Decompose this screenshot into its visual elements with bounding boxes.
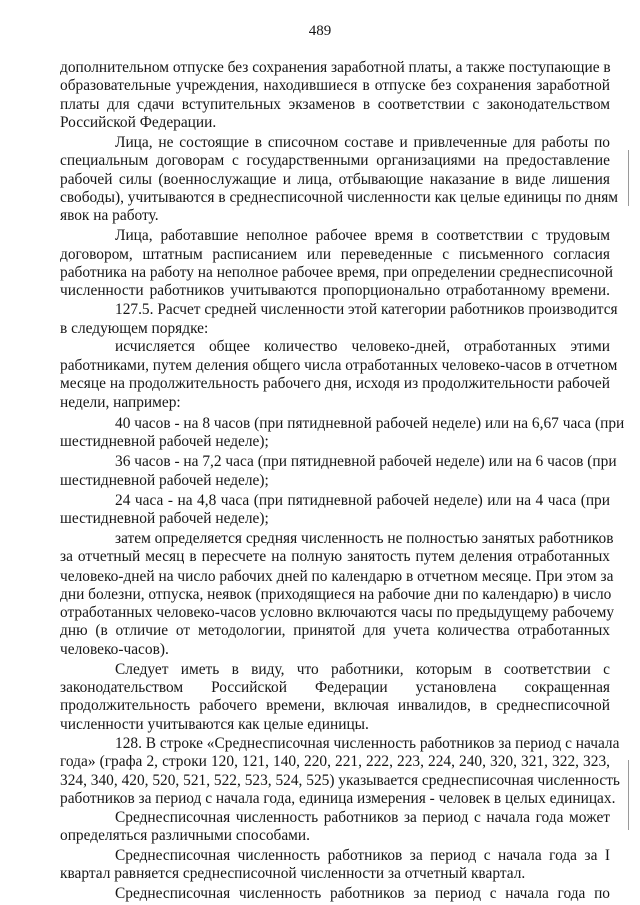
text-line: Следует иметь в виду, что работники, которым в соответствии с bbox=[115, 661, 610, 678]
text-line: численности учитываются как целые единицы. bbox=[60, 716, 369, 733]
text-line: численности работников учитываются пропорционально отработанному времени. bbox=[60, 282, 610, 299]
text-line: 127.5. Расчет средней численности этой категории работников производится bbox=[115, 301, 618, 318]
text-line: года» (графа 2, строки 120, 121, 140, 220, 221, 222, 223, 224, 240, 320, 321, 322, 323, bbox=[60, 753, 610, 770]
text-line: квартал равняется среднесписочной численности за отчетный квартал. bbox=[60, 865, 526, 882]
text-line: 40 часов - на 8 часов (при пятидневной рабочей неделе) или на 6,67 часа (при bbox=[115, 415, 625, 432]
text-line: платы для сдачи вступительных экзаменов в соответствии с законодательством bbox=[60, 96, 610, 113]
text-line: затем определяется средняя численность не полностью занятых работников bbox=[115, 530, 614, 547]
text-line: человеко-часов). bbox=[60, 641, 169, 658]
text-line: Среднесписочная численность работников за период с начала года может bbox=[115, 809, 610, 826]
text-line: месяце на продолжительность рабочего дня, исходя из продолжительности рабочей bbox=[60, 375, 610, 392]
text-line: определяться различными способами. bbox=[60, 827, 311, 844]
text-line: специальным договорам с государственными организациями на предоставление bbox=[60, 152, 610, 169]
text-line: за отчетный месяц в пересчете на полную занятость путем деления отработанных bbox=[60, 548, 610, 565]
text-line: исчисляется общее количество человеко-дней, отработанных этими bbox=[115, 338, 610, 355]
text-line: 24 часа - на 4,8 часа (при пятидневной рабочей неделе) или на 4 часа (при bbox=[115, 492, 610, 509]
text-line: работника на работу на неполное рабочее время, при определении среднесписочной bbox=[60, 264, 613, 281]
scan-edge-mark bbox=[628, 150, 629, 206]
text-line: шестидневной рабочей неделе); bbox=[60, 472, 269, 489]
text-line: свободы), учитываются в среднесписочной численности как целые единицы по дням bbox=[60, 189, 619, 206]
text-line: работников за период с начала года, единица измерения - человек в целых единицах. bbox=[60, 790, 616, 807]
text-line: Российской Федерации. bbox=[60, 114, 217, 131]
text-line: дни болезни, отпуска, неявок (приходящиеся на рабочие дни по календарю) в число bbox=[60, 586, 612, 603]
text-line: дополнительном отпуске без сохранения заработной платы, а также поступающие в bbox=[60, 59, 611, 76]
text-line: образовательные учреждения, находившиеся в отпуске без сохранения заработной bbox=[60, 77, 610, 94]
text-line: человеко-дней на число рабочих дней по календарю в отчетном месяце. При этом за bbox=[60, 568, 614, 585]
scan-edge-mark bbox=[628, 760, 629, 830]
page-number: 489 bbox=[308, 23, 332, 39]
text-line: шестидневной рабочей неделе); bbox=[60, 510, 269, 527]
text-line: Лица, не состоящие в списочном составе и привлеченные для работы по bbox=[115, 134, 610, 151]
text-line: дню (в отличие от методологии, принятой для учета количества отработанных bbox=[60, 622, 610, 639]
text-line: шестидневной рабочей неделе); bbox=[60, 433, 269, 450]
text-line: недели, например: bbox=[60, 394, 181, 411]
text-line: явок на работу. bbox=[60, 207, 159, 224]
text-line: продолжительность рабочего времени, включая инвалидов, в среднесписочной bbox=[60, 697, 610, 714]
text-line: законодательством Российской Федерации установлена сокращенная bbox=[60, 679, 610, 696]
text-line: договором, штатным расписанием или переведенные с письменного согласия bbox=[60, 246, 610, 263]
text-line: 128. В строке «Среднесписочная численность работников за период с начала bbox=[115, 735, 620, 752]
text-line: рабочей силы (военнослужащие и лица, отбывающие наказание в виде лишения bbox=[60, 171, 610, 188]
text-line: 324, 340, 420, 520, 521, 522, 523, 524, 525) указывается среднесписочная численность bbox=[60, 772, 620, 789]
text-line: Среднесписочная численность работников за период с начала года за I bbox=[115, 847, 610, 864]
text-line: Среднесписочная численность работников за период с начала года по bbox=[115, 885, 610, 902]
text-line: Лица, работавшие неполное рабочее время в соответствии с трудовым bbox=[115, 227, 610, 244]
text-line: 36 часов - на 7,2 часа (при пятидневной рабочей неделе) или на 6 часов (при bbox=[115, 453, 617, 470]
text-line: отработанных человеко-часов условно включаются часы по предыдущему рабочему bbox=[60, 604, 615, 621]
text-line: работниками, путем деления общего числа отработанных человеко-часов в отчетном bbox=[60, 357, 618, 374]
text-line: в следующем порядке: bbox=[60, 320, 209, 337]
